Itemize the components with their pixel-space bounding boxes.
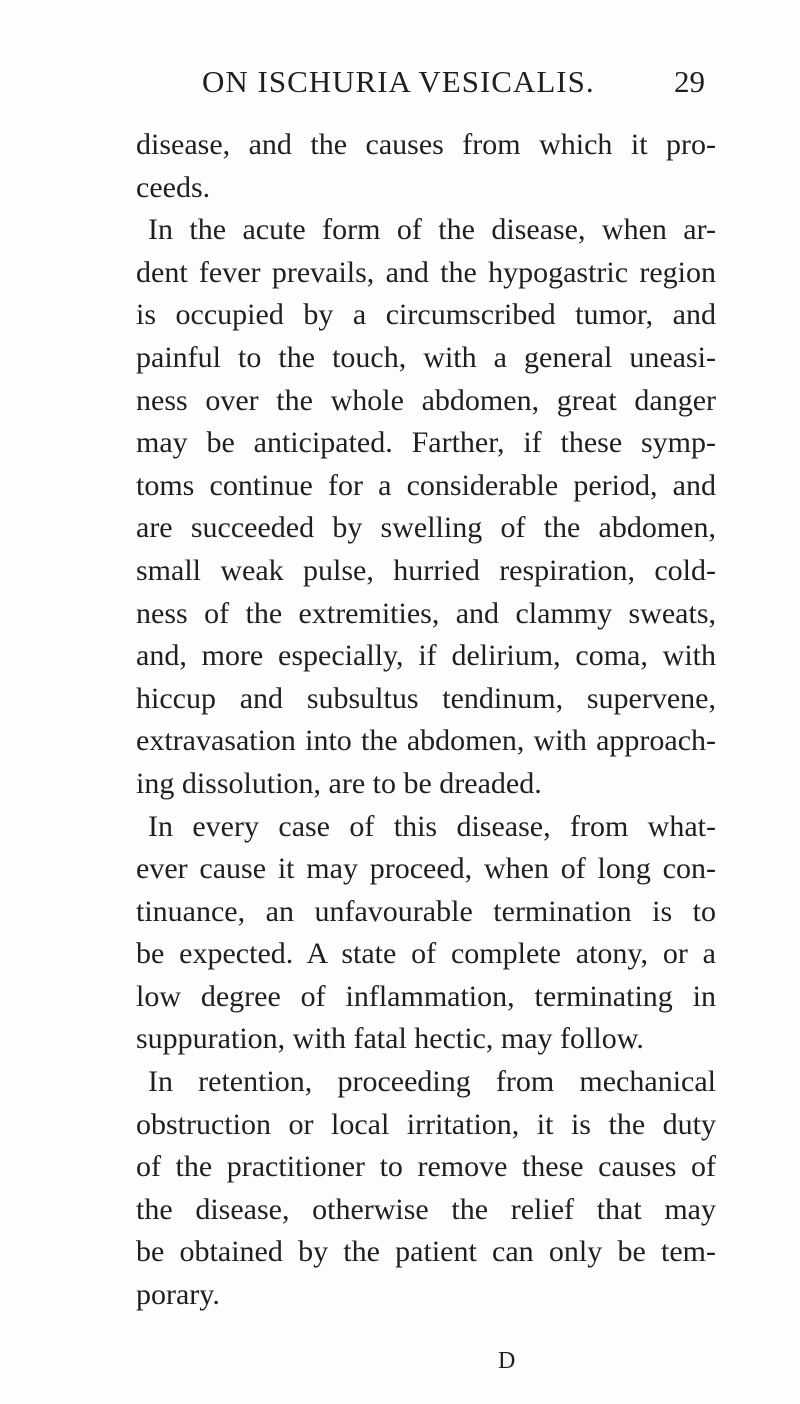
page-header <box>130 64 705 108</box>
text-line: may be anticipated. Farther, if these symp- <box>136 426 716 460</box>
text-line: small weak pulse, hurried respiration, cold- <box>136 553 716 587</box>
text-line: ness of the extremities, and clammy sweats, <box>136 596 716 630</box>
text-line: tinuance, an unfavourable termination is to <box>136 894 716 928</box>
body-text <box>136 124 716 1317</box>
text-line: the disease, otherwise the relief that may <box>136 1192 716 1226</box>
text-line: obstruction or local irritation, it is the duty <box>136 1107 716 1141</box>
text-line: dent fever prevails, and the hypogastric region <box>136 255 716 289</box>
text-line: are succeeded by swelling of the abdomen, <box>136 511 716 545</box>
text-line: and, more especially, if delirium, coma, with <box>136 639 716 673</box>
text-line: of the practitioner to remove these causes of <box>136 1150 716 1184</box>
text-line: hiccup and subsultus tendinum, supervene, <box>136 681 716 715</box>
text-line: disease, and the causes from which it pro- <box>136 128 716 161</box>
text-line: low degree of inflammation, terminating in <box>136 979 716 1013</box>
text-line: porary. <box>136 1278 220 1312</box>
text-line: be obtained by the patient can only be tem- <box>136 1235 716 1269</box>
paragraph-start-line: In every case of this disease, from what- <box>148 809 716 843</box>
paragraph-start-line: In retention, proceeding from mechanical <box>148 1065 716 1099</box>
text-line: ever cause it may proceed, when of long con- <box>136 852 716 886</box>
text-line: ceeds. <box>136 170 211 204</box>
text-line: ing dissolution, are to be dreaded. <box>136 766 542 800</box>
text-line: is occupied by a circumscribed tumor, and <box>136 298 716 332</box>
signature-mark: D <box>498 1348 516 1374</box>
text-line: be expected. A state of complete atony, or a <box>136 937 716 971</box>
text-line: ness over the whole abdomen, great danger <box>136 383 716 417</box>
text-line: painful to the touch, with a general uneasi- <box>136 340 716 374</box>
running-title: ON ISCHURIA VESICALIS. <box>202 64 595 99</box>
text-line: extravasation into the abdomen, with approach- <box>136 724 716 758</box>
text-line: suppuration, with fatal hectic, may follow. <box>136 1022 644 1056</box>
page-number: 29 <box>674 64 705 99</box>
text-line: toms continue for a considerable period, and <box>136 468 716 502</box>
paragraph-start-line: In the acute form of the disease, when ar- <box>148 213 716 247</box>
